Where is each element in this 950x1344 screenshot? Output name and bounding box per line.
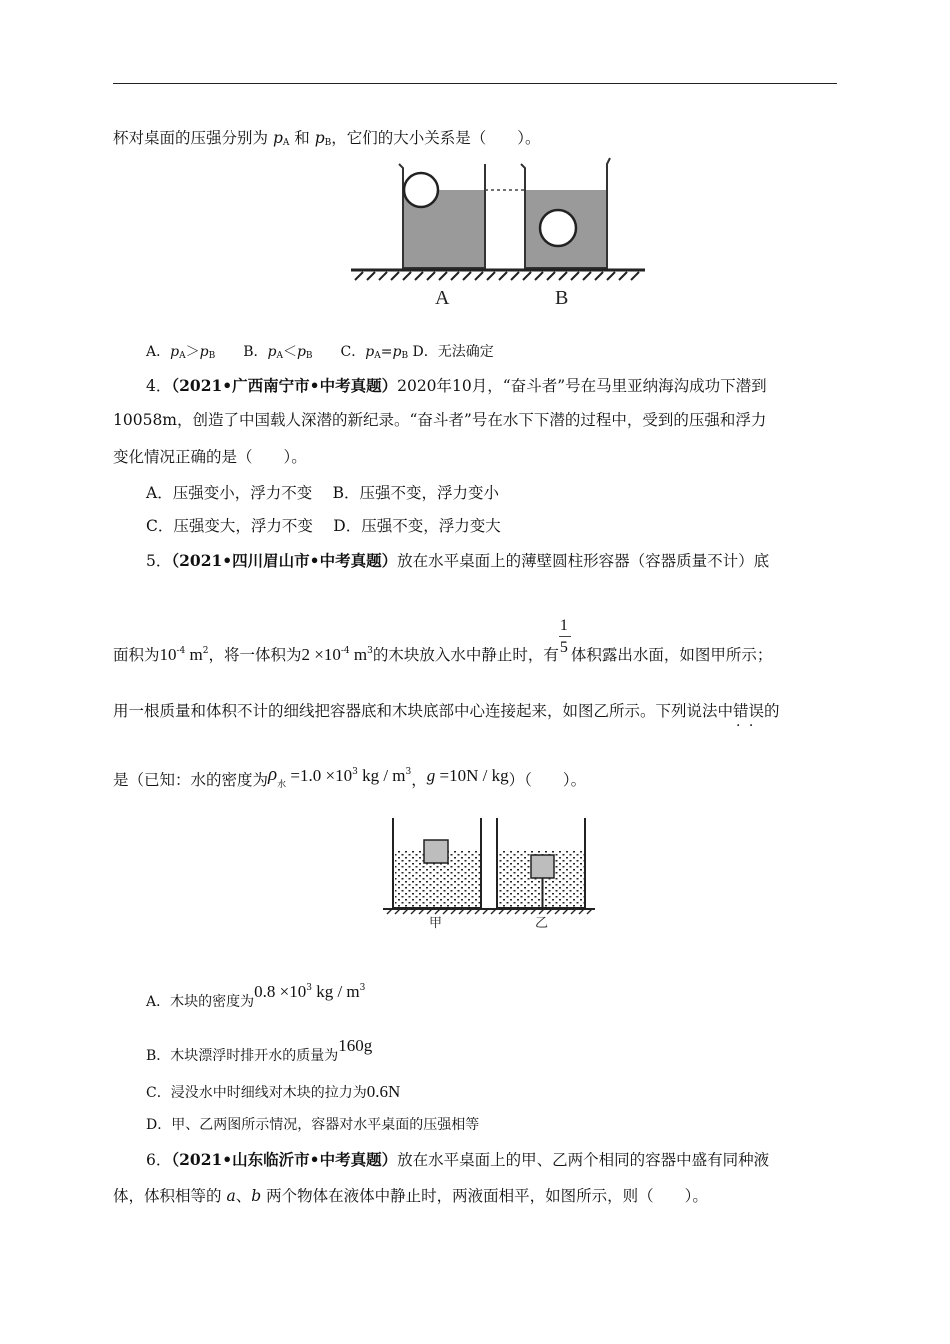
fraction-one-fifth: $\frac{1}{5}$ bbox=[559, 640, 571, 660]
q3-options: A．$p_A>p_B$ B．$p_A<p_B$ C．$p_A=p_B$ D．无法确定 bbox=[146, 344, 494, 361]
q5-stem-line2: 面积为$10^{-4}$ $m^2$，将一体积为$2 \times 10^{-4}$ $m^3$的木块放入水中静止时，有 $\frac{1}{5}$ 体积露出水面，如图甲所示； bbox=[113, 617, 773, 664]
q5-stem-line3: 用一根质量和体积不计的细线把容器底和木块底部中心连接起来，如图乙所示。下列说法中错误 · ·的 bbox=[113, 701, 780, 721]
q4-stem-line1: 4．（2021•广西南宁市•中考真题）2020年10月，“奋斗者”号在马里亚纳海沟成功下潜到 bbox=[146, 376, 767, 395]
q4-stem-line2: 10058m，创造了中国载人深潜的新纪录。“奋斗者”号在水下下潜的过程中，受到的压强和浮力 bbox=[113, 411, 767, 429]
q4-options-row2: C．压强变大，浮力不变 D．压强不变，浮力变大 bbox=[146, 517, 501, 535]
q3-beaker-figure bbox=[345, 152, 651, 312]
q5-option-a: A．木块的密度为$0.8 \times 10^3$ kg / $m^3$ bbox=[146, 982, 366, 1010]
label-yi: 乙 bbox=[535, 916, 549, 930]
q4-options-row1: A．压强变小，浮力不变 B．压强不变，浮力变小 bbox=[146, 484, 500, 502]
label-b: B bbox=[555, 287, 569, 309]
header-rule bbox=[113, 83, 837, 84]
emphasis-wrong: 错误 · · bbox=[733, 702, 764, 720]
beaker-b bbox=[521, 158, 610, 268]
label-jia: 甲 bbox=[429, 916, 443, 930]
q5-container-figure bbox=[383, 814, 599, 930]
q5-stem-line4: 是（已知：水的密度为$\rho_水 =1.0 \times 10^3$ kg / $m^3$，g =10N / kg）（ ）。 bbox=[113, 764, 587, 790]
q5-stem-line1: 5．（2021•四川眉山市•中考真题）放在水平桌面上的薄壁圆柱形容器（容器质量不计）底 bbox=[146, 551, 770, 570]
q5-option-b: B．木块漂浮时排开水的质量为160g bbox=[146, 1036, 373, 1064]
q6-stem-line2: 体，体积相等的 a、b 两个物体在液体中静止时，两液面相平，如图所示，则（ ）。 bbox=[113, 1187, 708, 1205]
q5-option-d: D．甲、乙两图所示情况，容器对水平桌面的压强相等 bbox=[146, 1117, 480, 1133]
q3-stem-line: 杯对桌面的压强分别为 $p_A$ 和 $p_B$，它们的大小关系是（ ）。 bbox=[113, 129, 541, 148]
q4-stem-line3: 变化情况正确的是（ ）。 bbox=[113, 448, 307, 466]
q5-option-c: C．浸没水中时细线对木块的拉力为0.6N bbox=[146, 1082, 401, 1101]
beaker-a bbox=[399, 164, 485, 268]
label-a: A bbox=[435, 287, 450, 309]
q6-stem-line1: 6．（2021•山东临沂市•中考真题）放在水平桌面上的甲、乙两个相同的容器中盛有同种液 bbox=[146, 1150, 770, 1169]
